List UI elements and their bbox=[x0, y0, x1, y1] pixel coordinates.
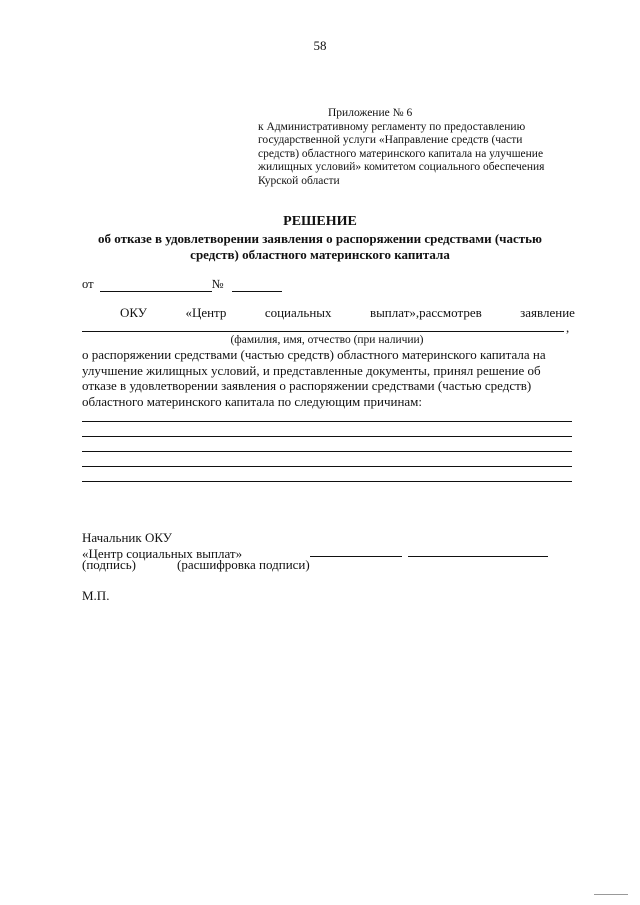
oku-word: ОКУ bbox=[120, 305, 148, 320]
decode-hint: (расшифровка подписи) bbox=[177, 557, 310, 572]
appendix-block bbox=[258, 107, 588, 188]
page-number: 58 bbox=[313, 38, 327, 53]
comma: , bbox=[566, 320, 570, 335]
appendix-line: средств) областного материнского капитала на улучшение bbox=[258, 147, 544, 160]
signature-decode-field[interactable] bbox=[408, 556, 548, 557]
oku-sentence-row bbox=[120, 305, 575, 321]
from-label: от bbox=[82, 277, 94, 291]
stamp-place: М.П. bbox=[82, 588, 110, 603]
number-label: № bbox=[211, 277, 224, 291]
date-number-row bbox=[82, 277, 282, 292]
document-title: РЕШЕНИЕ bbox=[283, 214, 357, 229]
appendix-line: государственной услуги «Направление средств (части bbox=[258, 134, 523, 146]
subtitle-line: об отказе в удовлетворении заявления о распоряжении средствами (частью bbox=[98, 231, 542, 246]
body-paragraph bbox=[82, 347, 572, 409]
appendix-line: жилищных условий» комитетом социального обеспечения bbox=[258, 161, 545, 173]
date-field[interactable] bbox=[100, 280, 212, 292]
signature-title: Начальник ОКУ bbox=[82, 530, 172, 545]
oku-word: социальных bbox=[264, 305, 332, 320]
reason-line[interactable] bbox=[82, 436, 572, 437]
oku-word: «Центр bbox=[185, 305, 227, 320]
reason-line[interactable] bbox=[82, 481, 572, 482]
signature-hints bbox=[82, 557, 310, 573]
signature-field[interactable] bbox=[310, 556, 402, 557]
appendix-line: Курской области bbox=[258, 174, 340, 187]
subtitle-line: средств) областного материнского капитала bbox=[190, 247, 450, 262]
applicant-name-field[interactable] bbox=[82, 331, 564, 332]
corner-divider bbox=[594, 894, 628, 895]
appendix-head: Приложение № 6 bbox=[328, 107, 413, 119]
oku-word: выплат»,рассмотрев bbox=[369, 305, 482, 320]
body-line: областного материнского капитала по следующим причинам: bbox=[82, 393, 423, 409]
reason-line[interactable] bbox=[82, 451, 572, 452]
signature-hint: (подпись) bbox=[82, 557, 136, 572]
body-line: о распоряжении средствами (частью средств) областного материнского капитала на bbox=[82, 347, 546, 362]
body-line: улучшение жилищных условий, и представленные документы, принял решение об bbox=[82, 362, 541, 378]
appendix-line: к Административному регламенту по предоставлению bbox=[258, 120, 526, 133]
document-subtitle bbox=[70, 231, 570, 263]
body-line: отказе в удовлетворении заявления о распоряжении средствами (частью средств) bbox=[82, 378, 532, 393]
oku-word: заявление bbox=[520, 305, 575, 320]
signature-org: «Центр социальных выплат» bbox=[82, 546, 243, 561]
number-field[interactable] bbox=[232, 280, 282, 292]
reason-line[interactable] bbox=[82, 466, 572, 467]
reason-line[interactable] bbox=[82, 421, 572, 422]
fio-hint: (фамилия, имя, отчество (при наличии) bbox=[230, 334, 424, 346]
